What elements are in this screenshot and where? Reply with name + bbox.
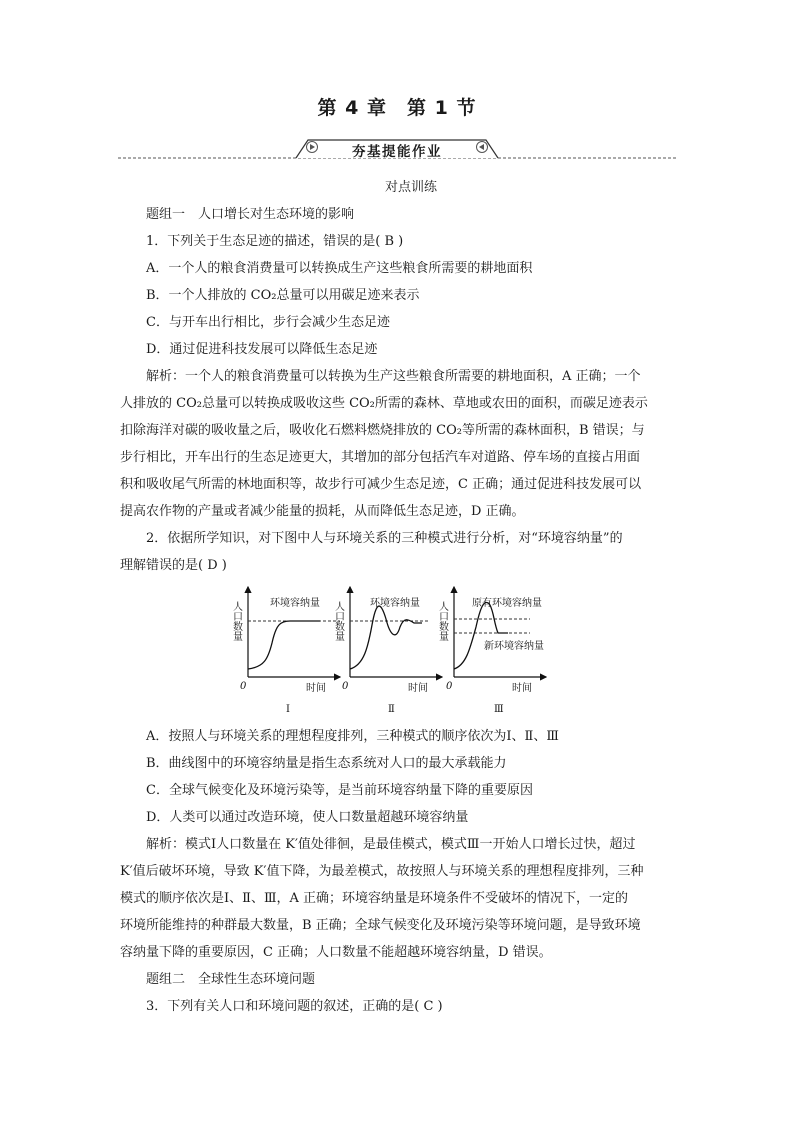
option-c: C．与开车出行相比，步行会减少生态足迹 [146,315,390,330]
analysis-line: K′值后破坏环境，导致 K′值下降，为最差模式，故按照人与环境关系的理想程度排列，三种 [120,864,644,879]
analysis-line: 人排放的 CO₂总量可以转换成吸收这些 CO₂所需的森林、草地或农田的面积，而碳足迹表示 [120,396,648,411]
panel-2-ylabel: 人口数量 [332,601,344,641]
section-heading: 对点训练 [384,180,437,195]
panel-2 [333,587,443,715]
question-3-stem: 3．下列有关人口和环境问题的叙述，正确的是( C ) [146,999,443,1014]
panel-2-xlabel: 时间 [408,683,428,694]
question-1-analysis [120,363,676,525]
question-2-analysis [120,831,676,966]
panel-3-xlabel: 时间 [512,683,532,694]
question-1-stem: 1．下列关于生态足迹的描述，错误的是( B ) [146,234,404,249]
option-d: D．人类可以通过改造环境，使人口数量超越环境容纳量 [146,810,469,825]
panel-2-line-label: 环境容纳量 [370,598,420,609]
panel-1-roman: Ⅰ [286,704,290,715]
analysis-line: 容纳量下降的重要原因，C 正确；人口数量不能超越环境容纳量，D 错误。 [120,945,552,960]
group-heading: 题组二 全球性生态环境问题 [146,972,316,987]
panel-3 [437,587,547,715]
panel-3-origin: 0 [446,681,453,692]
analysis-line: 解析：一个人的粮食消费量可以转换为生产这些粮食所需要的耕地面积，A 正确；一个 [146,369,641,384]
panel-3-roman: Ⅲ [494,704,504,715]
banner-title: 夯基提能作业 [352,144,442,160]
panel-2-origin: 0 [342,681,349,692]
panel-1-origin: 0 [240,681,247,692]
models-diagram [228,579,558,719]
analysis-line: 扣除海洋对碳的吸收量之后，吸收化石燃料燃烧排放的 CO₂等所需的森林面积，B 错误；与 [120,423,645,438]
analysis-line: 模式的顺序依次是Ⅰ、Ⅱ、Ⅲ，A 正确；环境容纳量是环境条件不受破坏的情况下，一定的 [120,891,629,906]
analysis-line: 步行相比，开车出行的生态足迹更大，其增加的部分包括汽车对道路、停车场的直接占用面 [120,450,641,465]
option-a: A．一个人的粮食消费量可以转换成生产这些粮食所需要的耕地面积 [146,261,533,276]
analysis-line: 积和吸收尾气所需的林地面积等，故步行可减少生态足迹，C 正确；通过促进科技发展可以 [120,477,642,492]
chapter-title: 第 4 章 第 1 节 [317,97,477,119]
option-b: B．一个人排放的 CO₂总量可以用碳足迹来表示 [146,288,420,303]
document-body [120,174,676,1020]
question-2-stem [120,525,676,579]
option-b: B．曲线图中的环境容纳量是指生态系统对人口的最大承载能力 [146,756,507,771]
analysis-line: 解析：模式Ⅰ人口数量在 K′值处徘徊，是最佳模式，模式Ⅲ一开始人口增长过快，超过 [146,837,636,852]
panel-3-line-label-2: 新环境容纳量 [484,641,544,652]
panel-1-line-label: 环境容纳量 [270,598,320,609]
panel-2-roman: Ⅱ [388,704,395,715]
section-banner [118,136,676,164]
option-c: C．全球气候变化及环境污染等，是当前环境容纳量下降的重要原因 [146,783,533,798]
panel-3-ylabel: 人口数量 [436,601,448,641]
stem-line: 2．依据所学知识，对下图中人与环境关系的三种模式进行分析，对“环境容纳量”的 [146,531,623,546]
stem-line: 理解错误的是( D ) [120,558,227,573]
option-a: A．按照人与环境关系的理想程度排列，三种模式的顺序依次为Ⅰ、Ⅱ、Ⅲ [146,729,559,744]
panel-1-ylabel: 人口数量 [230,601,242,641]
analysis-line: 环境所能维持的种群最大数量，B 正确；全球气候变化及环境污染等环境问题，是导致环境 [120,918,641,933]
panel-1-xlabel: 时间 [306,683,326,694]
panel-1 [231,587,341,715]
panel-3-line-label: 原有环境容纳量 [472,598,542,609]
analysis-line: 提高农作物的产量或者减少能量的损耗，从而降低生态足迹，D 正确。 [120,504,525,519]
population-models-figure [146,579,676,723]
option-d: D．通过促进科技发展可以降低生态足迹 [146,342,378,357]
group-heading: 题组一 人口增长对生态环境的影响 [146,207,355,222]
